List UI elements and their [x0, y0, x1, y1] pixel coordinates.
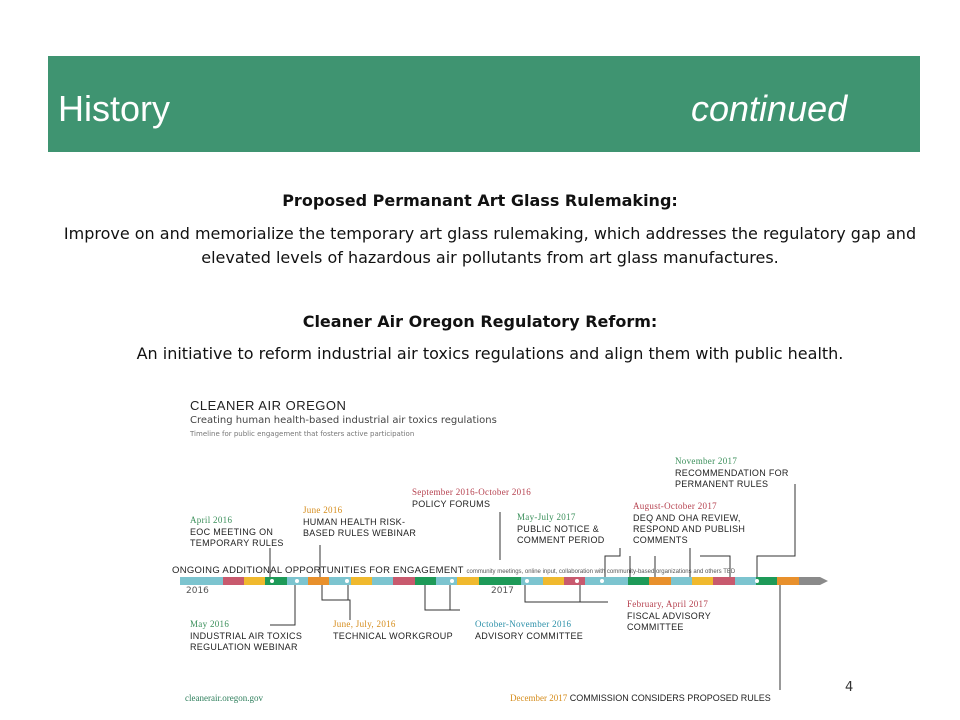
timeline-segment — [436, 577, 458, 585]
timeline-segment — [756, 577, 778, 585]
event-text: DEQ AND OHA REVIEW, RESPOND AND PUBLISH COMMENTS — [633, 513, 746, 545]
timeline-segment — [265, 577, 287, 585]
event-date: May-July 2017 — [517, 512, 576, 522]
event-date: November 2017 — [675, 456, 738, 466]
event-text: POLICY FORUMS — [412, 499, 491, 509]
timeline-segment — [415, 577, 437, 585]
event-text: INDUSTRIAL AIR TOXICS REGULATION WEBINAR — [190, 631, 303, 652]
timeline-segment — [244, 577, 266, 585]
timeline-segment — [543, 577, 565, 585]
event-text: HUMAN HEALTH RISK-BASED RULES WEBINAR — [303, 517, 417, 538]
event-date: September 2016-October 2016 — [412, 487, 532, 497]
timeline-title: CLEANER AIR OREGON — [190, 398, 347, 413]
timeline-subtitle: Creating human health-based industrial air toxics regulations — [190, 415, 497, 426]
event-date: August-October 2017 — [633, 501, 717, 511]
ongoing-engagement-label — [172, 565, 735, 576]
event-date: December 2017 — [510, 693, 568, 703]
timeline-segment — [799, 577, 821, 585]
timeline-segment — [671, 577, 693, 585]
timeline-segment — [457, 577, 479, 585]
timeline-tagline: Timeline for public engagement that fosters active participation — [190, 430, 415, 438]
event-text: TECHNICAL WORKGROUP — [333, 631, 453, 641]
event-dec-2017 — [510, 693, 771, 703]
timeline-marker — [450, 579, 454, 583]
timeline-segment — [500, 577, 522, 585]
slide-title: History — [58, 88, 171, 129]
timeline-marker — [575, 579, 579, 583]
timeline-segment — [628, 577, 650, 585]
event-nov-2017 — [675, 456, 805, 490]
event-date: February, April 2017 — [627, 599, 709, 609]
event-june-july-2016 — [333, 619, 468, 642]
timeline-segment — [692, 577, 714, 585]
section-heading-art-glass: Proposed Permanant Art Glass Rulemaking: — [282, 191, 678, 210]
timeline-segment — [649, 577, 671, 585]
timeline-marker — [525, 579, 529, 583]
event-text: RECOMMENDATION FOR PERMANENT RULES — [675, 468, 789, 489]
event-text: FISCAL ADVISORY COMMITTEE — [627, 611, 711, 632]
timeline-segment — [308, 577, 330, 585]
timeline-bar — [180, 577, 820, 585]
event-may-2016 — [190, 619, 320, 653]
timeline-segment — [393, 577, 415, 585]
timeline-marker — [270, 579, 274, 583]
timeline-segment — [777, 577, 799, 585]
event-date: June 2016 — [303, 505, 343, 515]
section-heading-cleaner-air: Cleaner Air Oregon Regulatory Reform: — [302, 312, 658, 331]
timeline-segment — [479, 577, 501, 585]
slide-subtitle: continued — [691, 88, 848, 129]
event-text: COMMISSION CONSIDERS PROPOSED RULES — [569, 693, 771, 703]
event-date: October-November 2016 — [475, 619, 572, 629]
timeline-arrow-tip — [820, 577, 828, 585]
event-june-2016 — [303, 505, 428, 539]
ongoing-label: ONGOING ADDITIONAL OPPORTUNITIES FOR ENGAGEMENT — [172, 565, 464, 576]
timeline-segment — [180, 577, 202, 585]
event-aug-oct-2017 — [633, 501, 763, 546]
timeline-marker — [600, 579, 604, 583]
event-text: PUBLIC NOTICE & COMMENT PERIOD — [517, 524, 605, 545]
timeline-segment — [372, 577, 394, 585]
timeline-marker — [345, 579, 349, 583]
timeline-segment — [607, 577, 629, 585]
page-number: 4 — [845, 680, 854, 695]
timeline-marker — [295, 579, 299, 583]
event-april-2016 — [190, 515, 300, 549]
ongoing-detail: community meetings, online input, collaboration with community-based organizations and others TBD — [466, 569, 736, 575]
event-date: June, July, 2016 — [333, 619, 396, 629]
website-url: cleanerair.oregon.gov — [185, 693, 263, 703]
timeline-segment — [201, 577, 223, 585]
timeline-segment — [351, 577, 373, 585]
timeline-segment — [713, 577, 735, 585]
year-2017: 2017 — [491, 586, 514, 596]
timeline-segment — [735, 577, 757, 585]
timeline-marker — [755, 579, 759, 583]
event-sept-oct-2016 — [412, 487, 562, 510]
event-oct-nov-2016 — [475, 619, 605, 642]
event-text: ADVISORY COMMITTEE — [475, 631, 584, 641]
event-date: April 2016 — [190, 515, 233, 525]
section-body-cleaner-air: An initiative to reform industrial air toxics regulations and align them with public health. — [136, 344, 844, 363]
event-text: EOC MEETING ON TEMPORARY RULES — [190, 527, 284, 548]
year-2016: 2016 — [186, 586, 209, 596]
event-feb-apr-2017 — [627, 599, 737, 633]
section-body-art-glass: Improve on and memorialize the temporary art glass rulemaking, which addresses the regulatory gap and elevated levels of hazardous air pollutants from art glass manufactures. — [63, 224, 917, 267]
event-date: May 2016 — [190, 619, 230, 629]
timeline-segment — [223, 577, 245, 585]
event-may-july-2017 — [517, 512, 622, 546]
